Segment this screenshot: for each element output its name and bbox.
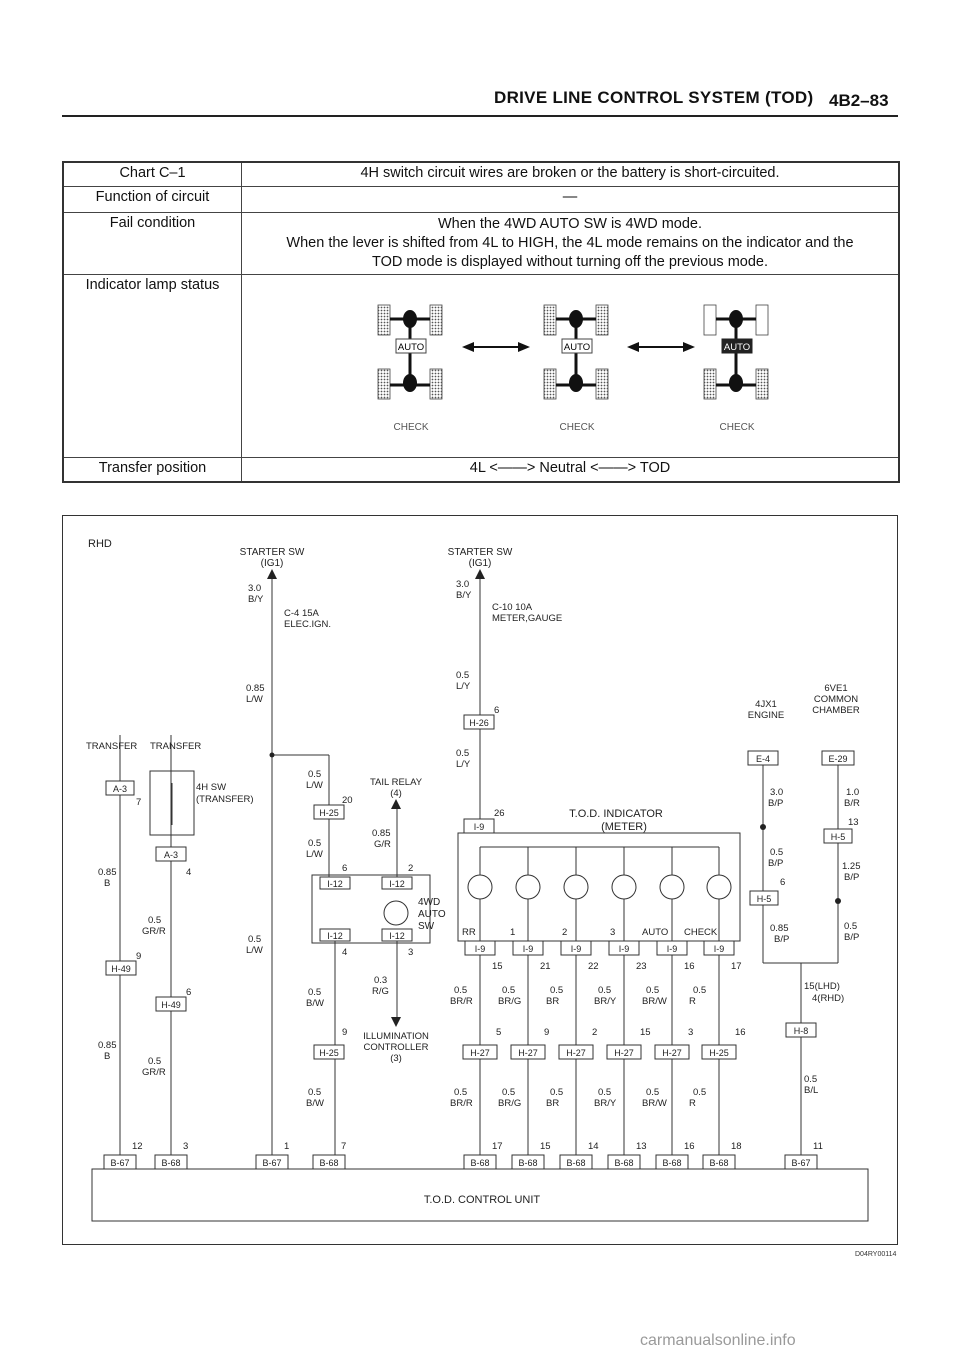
connector-i12: I-12 [389,931,405,941]
pin: 17 [492,1141,503,1152]
pin: 15 [492,961,503,972]
row-value: 4L <——> Neutral <——> TOD [242,457,900,482]
auto-label: AUTO [397,341,425,353]
fail-line: TOD mode is displayed without turning off the previous mode. [371,253,768,270]
pin: 26 [494,808,505,819]
connector-label: B-68 [662,1158,682,1168]
pin: 1 [284,1141,290,1152]
connector-label: H-25 [709,1048,729,1058]
connector-label: H-27 [470,1048,490,1058]
wire-label: B/W [306,998,324,1009]
wire-label: 0.85 [98,867,117,878]
wire-label: 0.85 [246,683,265,694]
pin: 16 [684,1141,695,1152]
lamp-group-1 [378,305,442,433]
wire-label: BR/G [498,1098,522,1109]
tod-indicator-label: T.O.D. INDICATOR [569,808,663,820]
connector-label: B-68 [470,1158,490,1168]
row-label: Fail condition [63,212,242,274]
header-rule [62,115,898,117]
connector-h49: H-49 [161,1000,181,1010]
wire-label: 0.5 [693,1087,707,1098]
connector-i9: I-9 [713,944,725,954]
wire-label: 0.5 [308,769,322,780]
wire-label: 0.5 [148,1056,162,1067]
section-title: DRIVE LINE CONTROL SYSTEM (TOD) [494,88,814,107]
row-value: — [242,186,900,212]
tod-indicator-label: (METER) [601,821,647,833]
pin: 6 [186,987,192,998]
wire-label: 0.85 [770,923,789,934]
connector-label: B-67 [110,1158,130,1168]
wire-label: R [689,996,696,1007]
pin: 4 [342,947,348,958]
pin: 15(LHD) [804,981,840,992]
engine-label: 4JX1 [755,699,777,710]
wire-label: BR [546,1098,560,1109]
pin: 11 [813,1141,823,1152]
connector-label: B-67 [791,1158,811,1168]
wire-label: 0.5 [804,1074,818,1085]
wire-label: GR/R [142,926,166,937]
wire-label: L/W [246,694,263,705]
engine-label: 6VE1 [824,683,848,694]
connector-h26: H-26 [469,718,489,728]
pin: 17 [731,961,742,972]
pin: 2 [592,1027,598,1038]
wire-label: BR/R [450,1098,473,1109]
indicator-lamp-cell [242,274,900,457]
row-label: Chart C–1 [63,162,242,186]
pin: 4(RHD) [812,993,845,1004]
wire-label: 0.5 [502,985,516,996]
wire-label: BR/G [498,996,522,1007]
connector-i9: I-9 [666,944,678,954]
starter-sw-label: STARTER SW [447,547,513,558]
lamp-group-3 [704,305,768,433]
wire-label: 0.5 [550,1087,564,1098]
wire-label: B [104,878,111,889]
row-label: Transfer position [63,457,242,482]
wire-label: 0.5 [598,985,612,996]
wire-label: 0.5 [646,985,660,996]
connector-label: B-68 [161,1158,181,1168]
fuse-label: METER,GAUGE [492,613,563,624]
illum-label: CONTROLLER [363,1042,429,1053]
lamp-label: AUTO [642,927,669,938]
connector-h49: H-49 [111,964,131,974]
double-arrow-1 [462,342,530,352]
connector-i9: I-9 [473,822,485,832]
switch-label: AUTO [418,909,446,920]
wire-label: 0.5 [550,985,564,996]
engine-label: CHAMBER [812,705,860,716]
wire-label: 0.5 [248,934,262,945]
tail-relay-label: TAIL RELAY [369,777,423,788]
wire-label: 0.5 [456,670,470,681]
connector-i12: I-12 [327,879,343,889]
connector-label: H-27 [662,1048,682,1058]
wire-label: 1.0 [846,787,860,798]
wiring-diagram-svg [62,515,898,1245]
switch-label: SW [418,921,435,932]
pin: 9 [136,951,142,962]
indicator-lamp-illustration [242,275,898,453]
pin: 4 [186,867,192,878]
connector-label: B-68 [566,1158,586,1168]
pin: 9 [342,1027,348,1038]
wire-label: BR/W [642,996,667,1007]
wire-label: L/Y [456,759,471,770]
wire-label: BR/W [642,1098,667,1109]
tail-relay-label: (4) [390,788,402,799]
wire-label: B/W [306,1098,324,1109]
wire-label: 0.85 [98,1040,117,1051]
wire-label: 1.25 [842,861,861,872]
wire-label: 0.5 [502,1087,516,1098]
connector-h5: H-5 [756,894,772,904]
row-label: Function of circuit [63,186,242,212]
wire-label: B/Y [456,590,472,601]
check-label: CHECK [719,421,755,433]
row-value: 4H switch circuit wires are broken or the battery is short-circuited. [242,162,900,186]
connector-label: B-68 [319,1158,339,1168]
fail-line: When the 4WD AUTO SW is 4WD mode. [437,215,703,232]
wiring-diagram [62,515,898,1245]
wire-label: 0.5 [456,748,470,759]
starter-sw-label: STARTER SW [239,547,305,558]
wire-label: 3.0 [248,583,262,594]
pin: 14 [588,1141,599,1152]
lamp-label: RR [462,927,476,938]
wire-label: 0.5 [308,1087,322,1098]
connector-h25: H-25 [319,808,339,818]
connector-e29: E-29 [828,754,848,764]
wire-label: 0.5 [598,1087,612,1098]
wire-label: B/P [768,858,784,869]
pin: 23 [636,961,647,972]
lamp-label: 1 [510,927,516,938]
page-header [0,0,960,120]
connector-i9: I-9 [474,944,486,954]
lamp-label: 3 [610,927,616,938]
wire-label: 0.3 [374,975,388,986]
wire-label: 3.0 [456,579,470,590]
lamp-label: CHECK [684,927,718,938]
wire-label: L/W [306,780,323,791]
pin: 3 [183,1141,189,1152]
switch-label: 4H SW [196,782,227,793]
wire-label: B/L [804,1085,819,1096]
fuse-label: ELEC.IGN. [284,619,331,630]
wire-label: R [689,1098,696,1109]
wire-label: 0.5 [454,1087,468,1098]
starter-sw-label: (IG1) [260,558,284,569]
wire-label: BR/Y [594,996,617,1007]
diagnosis-chart [62,161,900,483]
illum-label: (3) [390,1053,402,1064]
connector-label: B-68 [614,1158,634,1168]
wire-label: R/G [372,986,389,997]
connector-h5: H-5 [830,832,846,842]
starter-sw-label: (IG1) [468,558,492,569]
connector-a3: A-3 [112,784,128,794]
engine-label: ENGINE [747,710,785,721]
pin: 13 [848,817,859,828]
fuse-label: C-10 10A [492,602,533,613]
control-unit-label: T.O.D. CONTROL UNIT [423,1194,541,1206]
pin: 3 [408,947,414,958]
wire-label: BR/R [450,996,473,1007]
pin: 7 [341,1141,347,1152]
wire-label: L/W [306,849,323,860]
pin: 13 [636,1141,647,1152]
illum-label: ILLUMINATION [363,1031,429,1042]
pin: 22 [588,961,599,972]
pin: 9 [544,1027,550,1038]
auto-label: AUTO [563,341,591,353]
wire-label: G/R [374,839,391,850]
connector-label: B-68 [709,1158,729,1168]
figure-code: D04RY00114 [855,1251,897,1258]
row-value [242,212,900,274]
connector-label: H-27 [614,1048,634,1058]
fuse-label: C-4 15A [284,608,319,619]
pin: 5 [496,1027,502,1038]
pin: 2 [408,863,414,874]
pin: 16 [735,1027,746,1038]
auto-label: AUTO [723,341,751,353]
wire-label: B/R [844,798,860,809]
lamp-group-2 [544,305,608,433]
row-label: Indicator lamp status [63,274,242,457]
wire-label: 0.5 [646,1087,660,1098]
connector-label: H-27 [518,1048,538,1058]
wire-label: 0.5 [308,987,322,998]
switch-label: 4WD [418,897,441,908]
wire-label: BR/Y [594,1098,617,1109]
wire-label: B/Y [248,594,264,605]
pin: 7 [136,797,142,808]
connector-i9: I-9 [618,944,630,954]
pin: 3 [688,1027,694,1038]
wire-label: 0.5 [148,915,162,926]
page-number: 4B2–83 [829,91,889,110]
wire-label: GR/R [142,1067,166,1078]
pin: 6 [780,877,786,888]
wire-label: 0.5 [770,847,784,858]
pin: 18 [731,1141,742,1152]
connector-h25: H-25 [319,1048,339,1058]
pin: 15 [640,1027,651,1038]
check-label: CHECK [559,421,595,433]
region-label: RHD [88,538,112,550]
wire-label: B/P [844,932,860,943]
wire-label: B/P [774,934,790,945]
switch-label: (TRANSFER) [196,794,254,805]
check-label: CHECK [393,421,429,433]
wire-label: 0.5 [844,921,858,932]
connector-h8: H-8 [793,1026,809,1036]
footer-watermark: carmanualsonline.info [640,1332,796,1349]
transfer-label: TRANSFER [150,741,202,752]
wire-label: 0.85 [372,828,391,839]
pin: 20 [342,795,353,806]
connector-i12: I-12 [389,879,405,889]
wire-label: L/Y [456,681,471,692]
engine-label: COMMON [813,694,859,705]
wire-label: B [104,1051,111,1062]
pin: 12 [132,1141,143,1152]
connector-a3: A-3 [163,850,179,860]
fail-line: When the lever is shifted from 4L to HIGH, the 4L mode remains on the indicator and the [286,234,854,251]
transfer-label: TRANSFER [86,741,138,752]
wire-label: L/W [246,945,263,956]
connector-i12: I-12 [327,931,343,941]
wire-label: B/P [768,798,784,809]
wire-label: 0.5 [308,838,322,849]
wire-label: 3.0 [770,787,784,798]
pin: 21 [540,961,551,972]
wire-label: B/P [844,872,860,883]
wire-label: 0.5 [454,985,468,996]
connector-i9: I-9 [570,944,582,954]
connector-label: H-27 [566,1048,586,1058]
wire-label: 0.5 [693,985,707,996]
double-arrow-2 [627,342,695,352]
wire-label: BR [546,996,560,1007]
connector-i9: I-9 [522,944,534,954]
pin: 6 [342,863,348,874]
connector-label: B-67 [262,1158,282,1168]
pin: 15 [540,1141,551,1152]
connector-e4: E-4 [755,754,771,764]
connector-label: B-68 [518,1158,538,1168]
pin: 6 [494,705,500,716]
pin: 16 [684,961,695,972]
lamp-label: 2 [562,927,568,938]
